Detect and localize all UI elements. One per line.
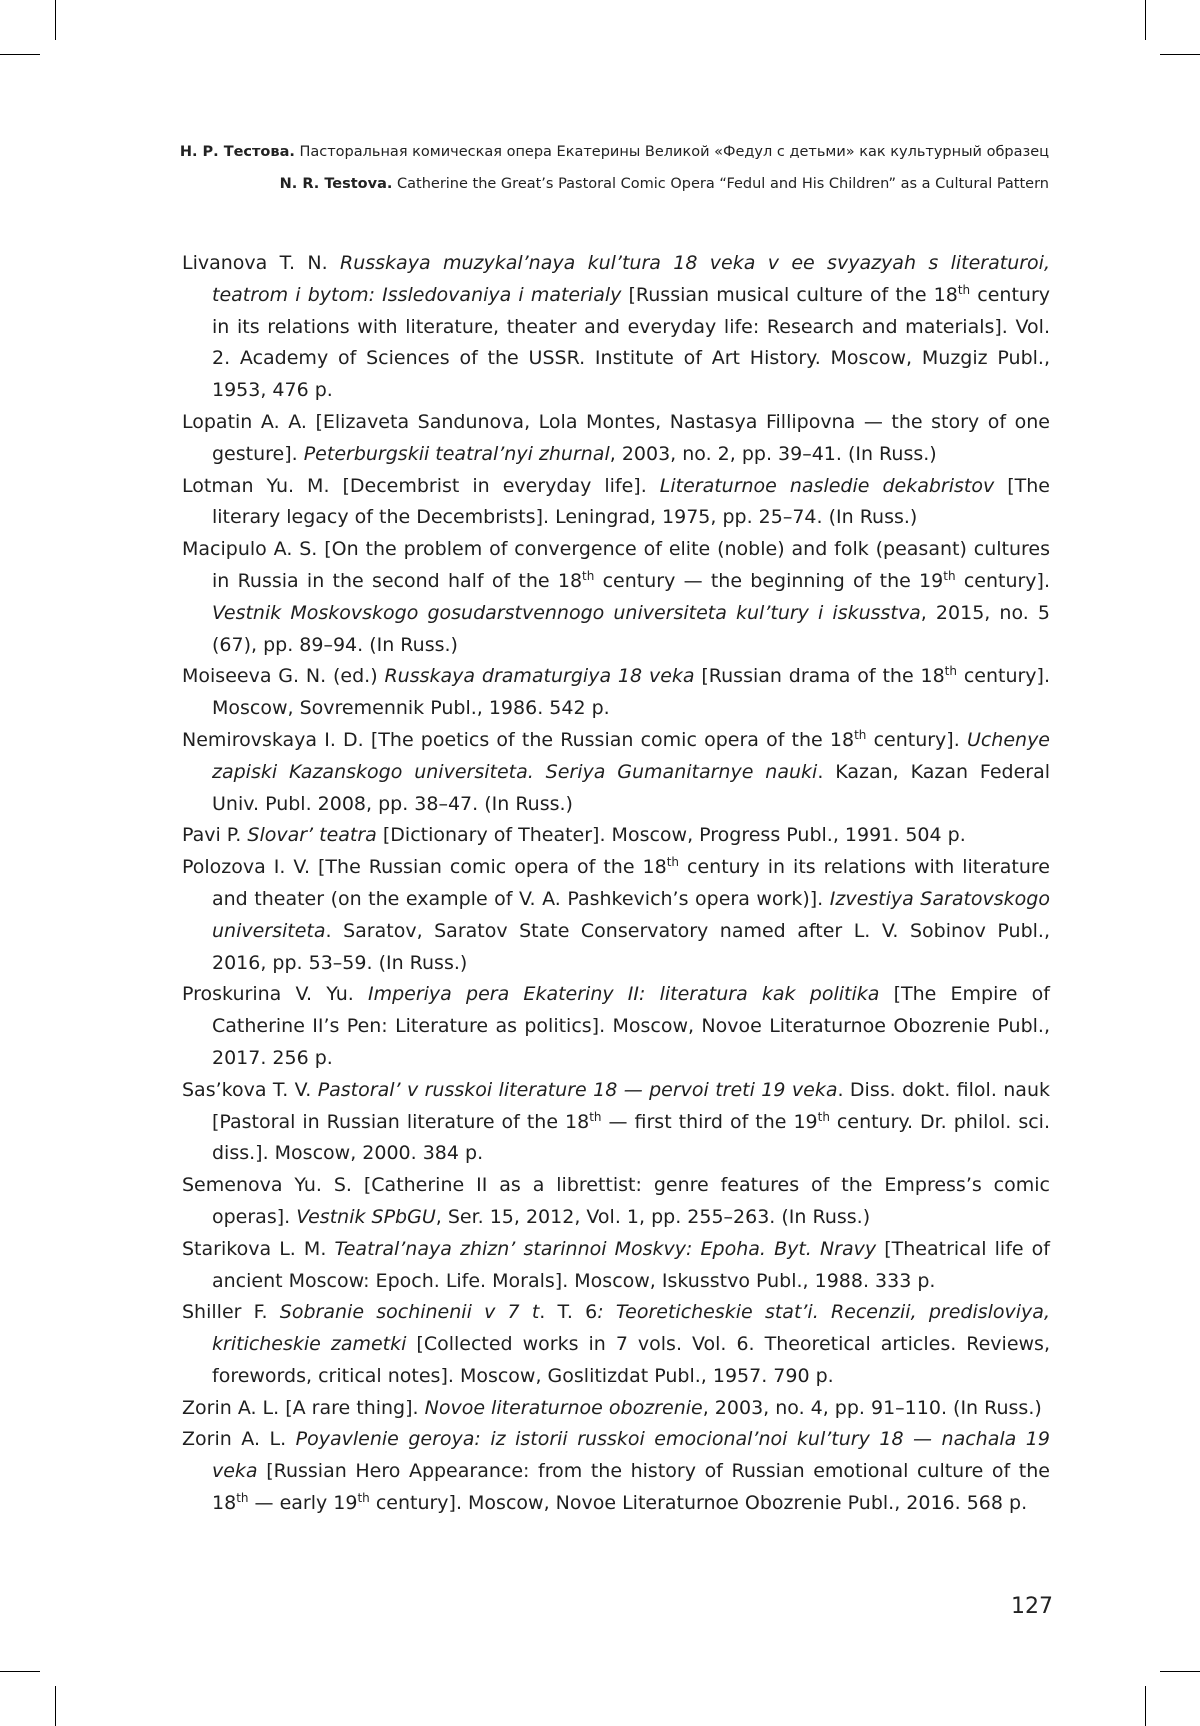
reference-text: Macipulo A. S. [On the problem of convergence of elite (noble) and folk (peasant) cultures in Russia in the second half of the 18 <box>182 538 1050 592</box>
reference-entry-proskurina <box>182 979 1050 1074</box>
italic-title: : Teoreticheskie stat’i. Recenzii, predisloviya, kriticheskie zametki <box>212 1301 1050 1356</box>
superscript: th <box>943 568 956 583</box>
header-english <box>180 168 1049 200</box>
reference-text: [Russian Hero Appearance: from the history of Russian emotional culture of the 18 <box>212 1460 1050 1515</box>
reference-text: Proskurina V. Yu. <box>182 983 368 1006</box>
crop-mark <box>55 0 56 40</box>
reference-text: Polozova I. V. [The Russian comic opera of the 18 <box>182 856 667 879</box>
crop-mark <box>1145 0 1146 40</box>
header-en-author: N. R. Testova. <box>279 176 393 192</box>
italic-title: Pastoral’ v russkoi literature 18 — pervoi treti 19 veka <box>317 1078 838 1101</box>
italic-title: Literaturnoe nasledie dekabristov <box>659 474 995 497</box>
reference-text: [The literary legacy of the Decembrists]. Leningrad, 1975, pp. 25–74. (In Russ.) <box>212 474 1050 529</box>
superscript: th <box>357 1491 370 1506</box>
reference-entry-polozova <box>182 852 1050 979</box>
superscript: th <box>957 282 971 297</box>
crop-mark <box>0 1671 40 1672</box>
crop-mark <box>0 54 40 55</box>
reference-text: century]. Moscow, Novoe Literaturnoe Obozrenie Publ., 2016. 568 p. <box>369 1492 1028 1515</box>
reference-entry-starikova <box>182 1234 1050 1298</box>
reference-text: Semenova Yu. S. [Catherine II as a librettist: genre features of the Empress’s comic operas]. <box>182 1174 1050 1228</box>
superscript: th <box>589 1109 602 1124</box>
reference-text: , 2015, no. 5 (67), pp. 89–94. (In Russ.) <box>212 601 1050 656</box>
reference-entry-zorin-1 <box>182 1393 1050 1425</box>
superscript: th <box>944 664 957 679</box>
reference-text: Starikova L. M. <box>182 1237 335 1260</box>
header-en-title: Catherine the Great’s Pastoral Comic Opera “Fedul and His Children” as a Cultural Pattern <box>397 176 1049 192</box>
reference-text: . Saratov, Saratov State Conservatory named after L. V. Sobinov Publ., 2016, pp. 53–59. (In Russ.) <box>212 919 1050 974</box>
italic-title: Sobranie sochinenii v 7 t <box>279 1301 540 1324</box>
italic-title: Uchenye zapiski Kazanskogo universiteta. Seriya Gumanitarnye nauki <box>212 728 1050 783</box>
superscript: th <box>666 855 680 870</box>
reference-entry-saskova <box>182 1075 1050 1170</box>
italic-title: Peterburgskii teatral’nyi zhurnal <box>303 442 610 465</box>
superscript: th <box>854 727 867 742</box>
reference-text: [Dictionary of Theater]. Moscow, Progress Publ., 1991. 504 p. <box>376 824 966 847</box>
reference-text: . Kazan, Kazan Federal Univ. Publ. 2008, pp. 38–47. (In Russ.) <box>212 760 1050 815</box>
crop-mark <box>1160 1671 1200 1672</box>
superscript: th <box>236 1491 249 1506</box>
crop-mark <box>1160 54 1200 55</box>
reference-text: [Collected works in 7 vols. Vol. 6. Theoretical articles. Reviews, forewords, critical notes]. Moscow, Goslitizdat Publ., 1957. 790 p. <box>212 1333 1050 1387</box>
reference-entry-semenova <box>182 1170 1050 1234</box>
reference-text: Zorin A. L. <box>182 1428 296 1451</box>
reference-text: century]. <box>955 569 1050 592</box>
crop-mark <box>55 1686 56 1726</box>
reference-text: [Russian drama of the 18 <box>694 665 945 688</box>
reference-text: century]. Moscow, Sovremennik Publ., 1986. 542 p. <box>212 665 1050 720</box>
italic-title: Izvestiya Saratovskogo universiteta <box>212 887 1050 942</box>
reference-text: [Russian musical culture of the 18 <box>621 283 958 306</box>
reference-text: Livanova T. N. <box>182 252 341 274</box>
header-ru-author: Н. Р. Тестова. <box>179 144 295 160</box>
reference-text: , Ser. 15, 2012, Vol. 1, pp. 255–263. (In Russ.) <box>435 1205 871 1228</box>
superscript: th <box>817 1109 830 1124</box>
italic-title: Imperiya pera Ekateriny II: literatura kak politika <box>367 983 880 1006</box>
reference-text: Lopatin A. A. [Elizaveta Sandunova, Lola Montes, Nastasya Fillipovna — the story of one gesture]. <box>182 410 1050 465</box>
reference-text: century in its relations with literature and theater (on the example of V. A. Pashkevich’s opera work)]. <box>212 856 1050 910</box>
reference-text: century]. <box>866 728 967 751</box>
reference-text: , 2003, no. 2, pp. 39–41. (In Russ.) <box>609 442 937 465</box>
reference-text: Shiller F. <box>182 1301 280 1324</box>
reference-text: Nemirovskaya I. D. [The poetics of the Russian comic opera of the 18 <box>182 728 855 751</box>
reference-text: . T. 6 <box>539 1301 598 1324</box>
italic-title: Russkaya muzykal’naya kul’tura 18 veka v ee svyazyah s literaturoi, teatrom i bytom: Issledovaniya i materialy <box>212 252 1050 306</box>
italic-title: Novoe literaturnoe obozrenie <box>424 1396 703 1419</box>
reference-entry-pavi <box>182 820 1050 852</box>
italic-title: Vestnik SPbGU <box>296 1205 436 1228</box>
reference-text: Zorin A. L. [A rare thing]. <box>182 1396 425 1419</box>
running-header <box>180 136 1049 200</box>
reference-entry-nemirovskaya <box>182 725 1050 820</box>
reference-entry-livanova <box>182 248 1050 407</box>
header-russian <box>180 136 1049 168</box>
reference-entry-shiller <box>182 1297 1050 1392</box>
reference-entry-macipulo <box>182 534 1050 661</box>
reference-entry-lotman <box>182 471 1050 535</box>
crop-mark <box>1145 1686 1146 1726</box>
reference-entry-zorin-2 <box>182 1424 1050 1519</box>
italic-title: Vestnik Moskovskogo gosudarstvennogo universiteta kul’tury i iskusstva <box>212 601 921 624</box>
reference-text: century in its relations with literature, theater and everyday life: Research and materials]. Vol. 2. Academy of Sciences of the USSR. Institute of Art History. Moscow, Muzgiz Publ., 1953, 476 p. <box>212 283 1050 402</box>
reference-text: [Theatrical life of ancient Moscow: Epoch. Life. Morals]. Moscow, Iskusstvo Publ., 1988. 333 p. <box>212 1237 1050 1292</box>
reference-text: Pavi P. <box>182 824 248 847</box>
superscript: th <box>582 568 595 583</box>
reference-entry-lopatin <box>182 407 1050 471</box>
reference-text: century. Dr. philol. sci. diss.]. Moscow, 2000. 384 p. <box>212 1110 1050 1165</box>
italic-title: Slovar’ teatra <box>247 824 377 847</box>
reference-text: century — the beginning of the 19 <box>594 569 944 592</box>
italic-title: Russkaya dramaturgiya 18 veka <box>384 665 695 688</box>
italic-title: Teatral’naya zhizn’ starinnoi Moskvy: Epoha. Byt. Nravy <box>334 1237 877 1260</box>
reference-text: — first third of the 19 <box>601 1110 818 1133</box>
reference-text: [The Empire of Catherine II’s Pen: Literature as politics]. Moscow, Novoe Literaturnoe Obozrenie Publ., 2017. 256 p. <box>212 983 1050 1069</box>
reference-text: , 2003, no. 4, pp. 91–110. (In Russ.) <box>702 1396 1042 1419</box>
reference-text: — early 19 <box>248 1492 358 1515</box>
reference-text: Sas’kova T. V. <box>182 1078 318 1101</box>
reference-text: Lotman Yu. M. [Decembrist in everyday life]. <box>182 474 660 497</box>
reference-text: Moiseeva G. N. (ed.) <box>182 665 385 688</box>
reference-entry-moiseeva <box>182 661 1050 725</box>
italic-title: Poyavlenie geroya: iz istorii russkoi emocional’noi kul’tury 18 — nachala 19 veka <box>212 1428 1050 1483</box>
header-ru-title: Пасторальная комическая опера Екатерины Великой «Федул с детьми» как культурный образец <box>299 144 1049 160</box>
reference-text: . Diss. dokt. filol. nauk [Pastoral in Russian literature of the 18 <box>212 1078 1050 1133</box>
page-number: 127 <box>1011 1594 1053 1619</box>
reference-list <box>182 248 1050 1520</box>
